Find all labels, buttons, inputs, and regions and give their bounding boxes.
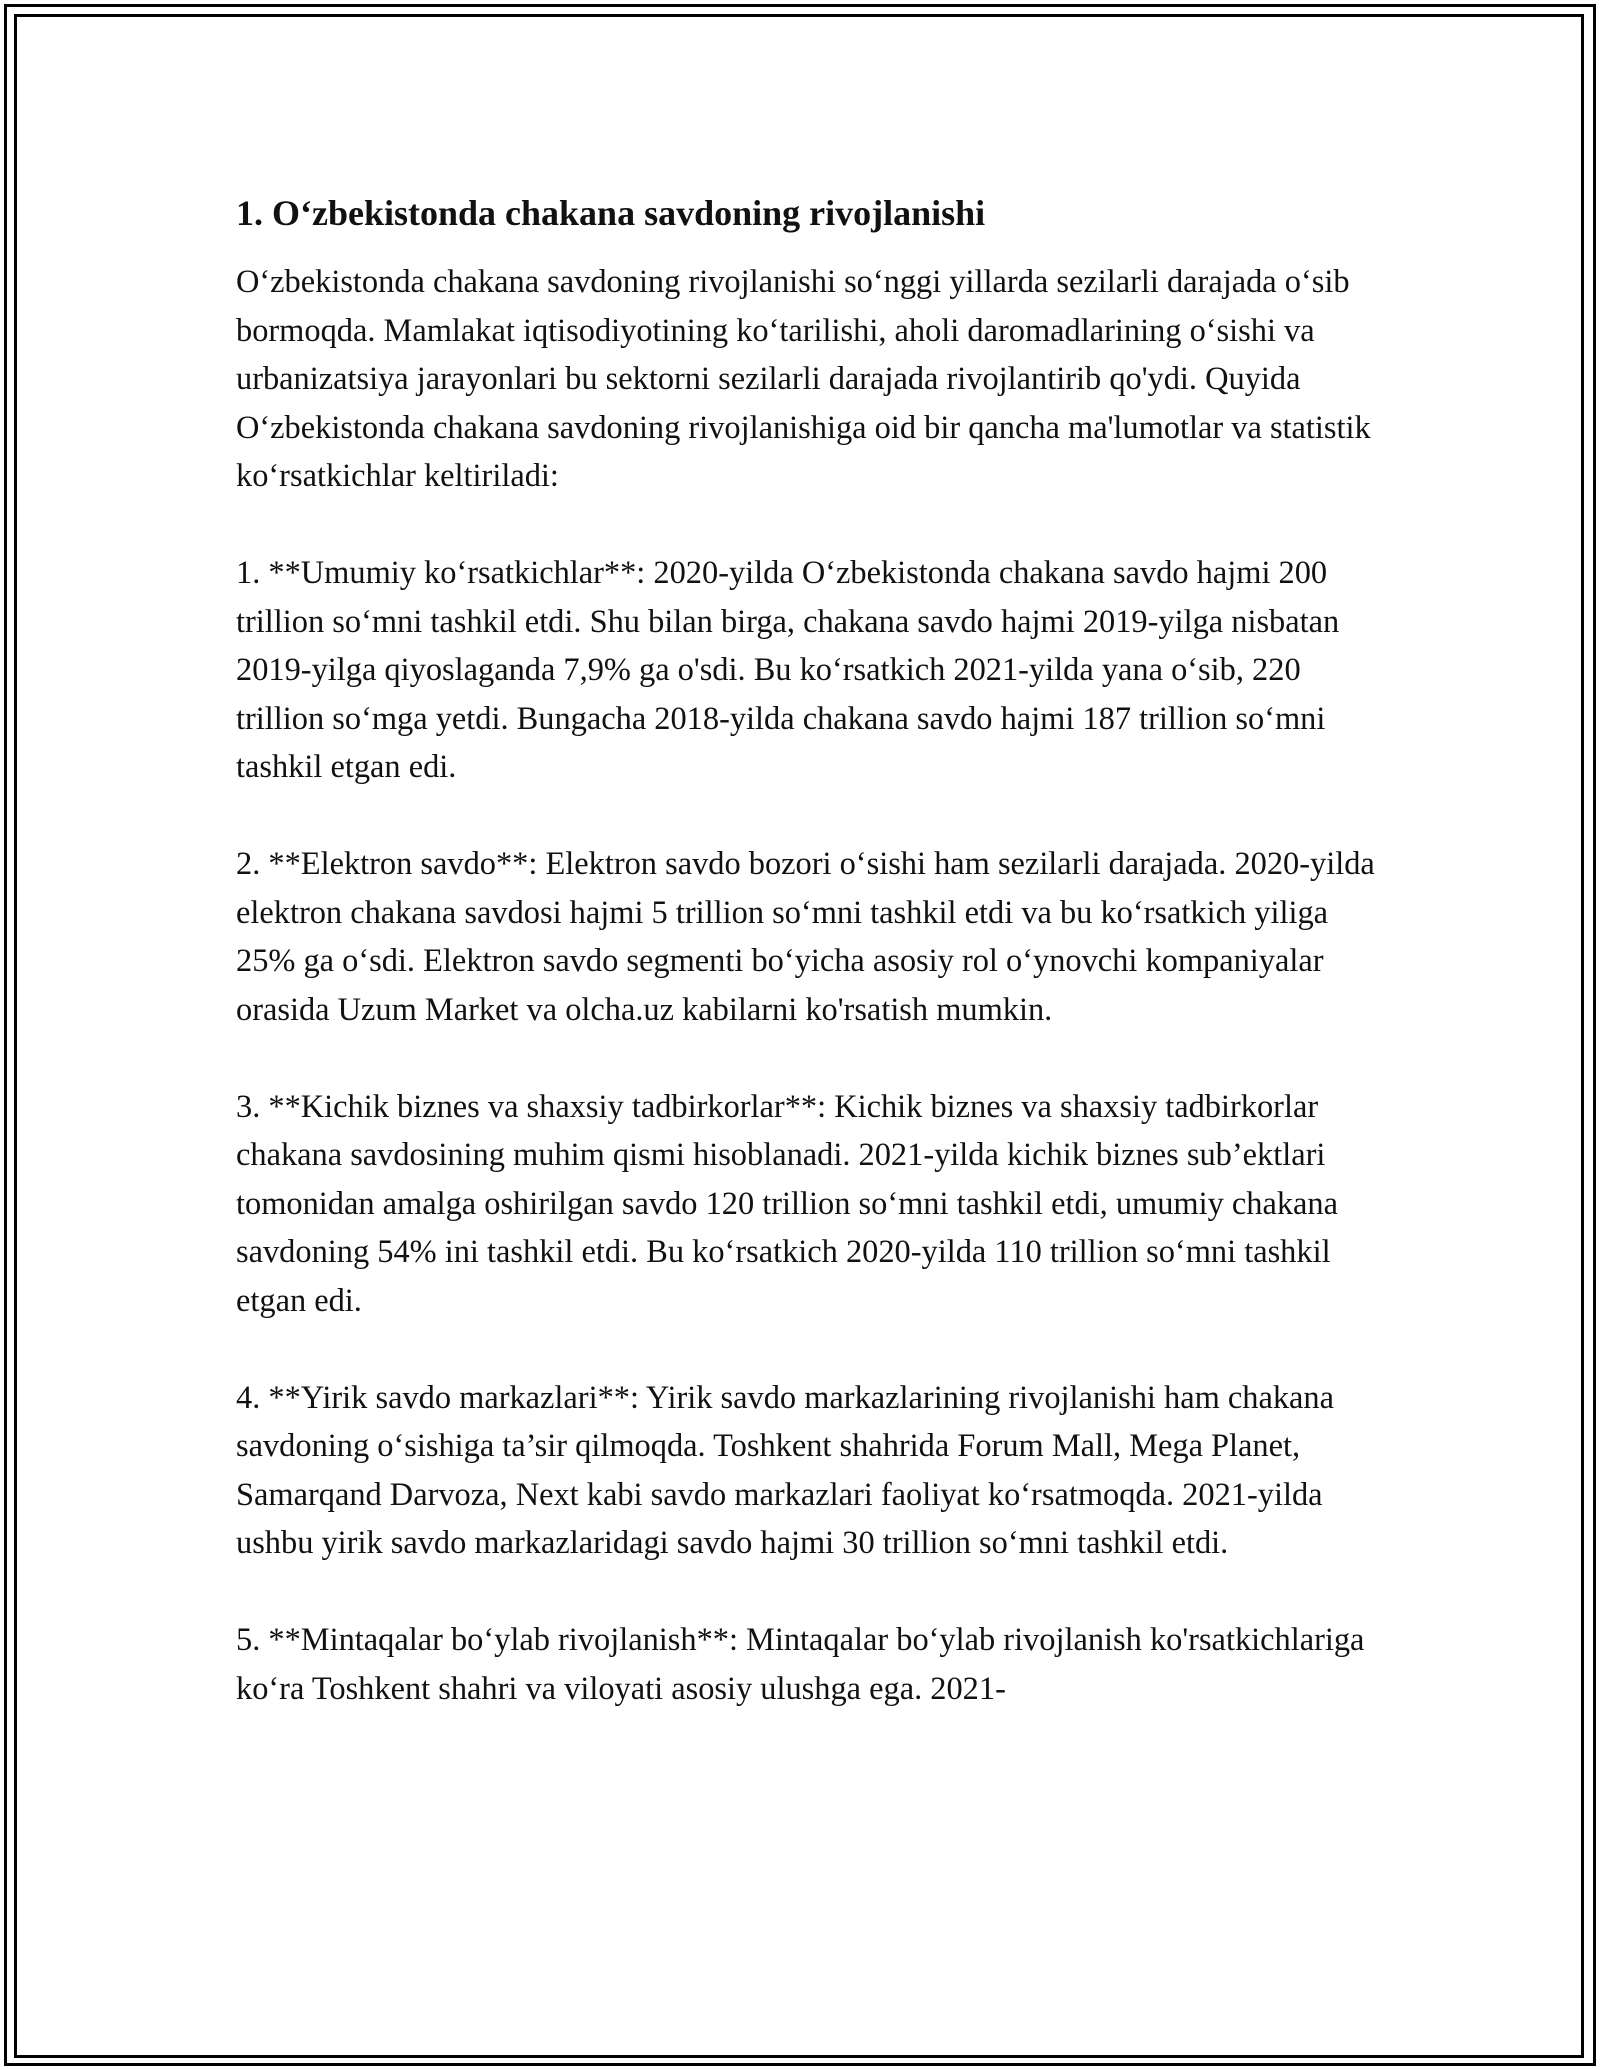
intro-paragraph: O‘zbekistonda chakana savdoning rivojlanishi so‘nggi yillarda sezilarli darajada o‘sib bormoqda. Mamlakat iqtisodiyotining ko‘tarilishi, aholi daromadlarining o‘sishi va urbanizatsiya jarayonlari bu sektorni sezilarli darajada rivojlantirib qo'ydi. Quyida O‘zbekistonda chakana savdoning rivojlanishiga oid bir qancha ma'lumotlar va statistik ko‘rsatkichlar keltiriladi:: [236, 264, 1371, 494]
paragraph-regional-development: 5. **Mintaqalar bo‘ylab rivojlanish**: Mintaqalar bo‘ylab rivojlanish ko'rsatkichlariga ko‘ra Toshkent shahri va viloyati asosiy ulushga ega. 2021-: [236, 1622, 1365, 1707]
paragraph-small-business: 3. **Kichik biznes va shaxsiy tadbirkorlar**: Kichik biznes va shaxsiy tadbirkorlar chakana savdosining muhim qismi hisoblanadi. 2021-yilda kichik biznes sub’ektlari tomonidan amalga oshirilgan savdo 120 trillion so‘mni tashkil etdi, umumiy chakana savdoning 54% ini tashkil etdi. Bu ko‘rsatkich 2020-yilda 110 trillion so‘mni tashkil etgan edi.: [236, 1088, 1338, 1319]
paragraph-e-commerce: 2. **Elektron savdo**: Elektron savdo bozori o‘sishi ham sezilarli darajada. 2020-yilda elektron chakana savdosi hajmi 5 trillion so‘mni tashkil etdi va bu ko‘rsatkich yiliga 25% ga o‘sdi. Elektron savdo segmenti bo‘yicha asosiy rol o‘ynovchi kompaniyalar orasida Uzum Market va olcha.uz kabilarni ko'rsatish mumkin.: [236, 846, 1375, 1028]
paragraph-shopping-centers: 4. **Yirik savdo markazlari**: Yirik savdo markazlarining rivojlanishi ham chakana savdoning o‘sishiga ta’sir qilmoqda. Toshkent shahrida Forum Mall, Mega Planet, Samarqand Darvoza, Next kabi savdo markazlari faoliyat ko‘rsatmoqda. 2021-yilda ushbu yirik savdo markazlaridagi savdo hajmi 30 trillion so‘mni tashkil etdi.: [236, 1379, 1334, 1561]
paragraph-general-indicators: 1. **Umumiy ko‘rsatkichlar**: 2020-yilda O‘zbekistonda chakana savdo hajmi 200 trillion so‘mni tashkil etdi. Shu bilan birga, chakana savdo hajmi 2019-yilga nisbatan 2019-yilga qiyoslaganda 7,9% ga o'sdi. Bu ko‘rsatkich 2021-yilda yana o‘sib, 220 trillion so‘mga yetdi. Bungacha 2018-yilda chakana savdo hajmi 187 trillion so‘mni tashkil etgan edi.: [236, 555, 1340, 785]
section-heading: 1. O‘zbekistonda chakana savdoning rivojlanishi: [236, 193, 986, 233]
document-body: [236, 188, 1376, 1762]
